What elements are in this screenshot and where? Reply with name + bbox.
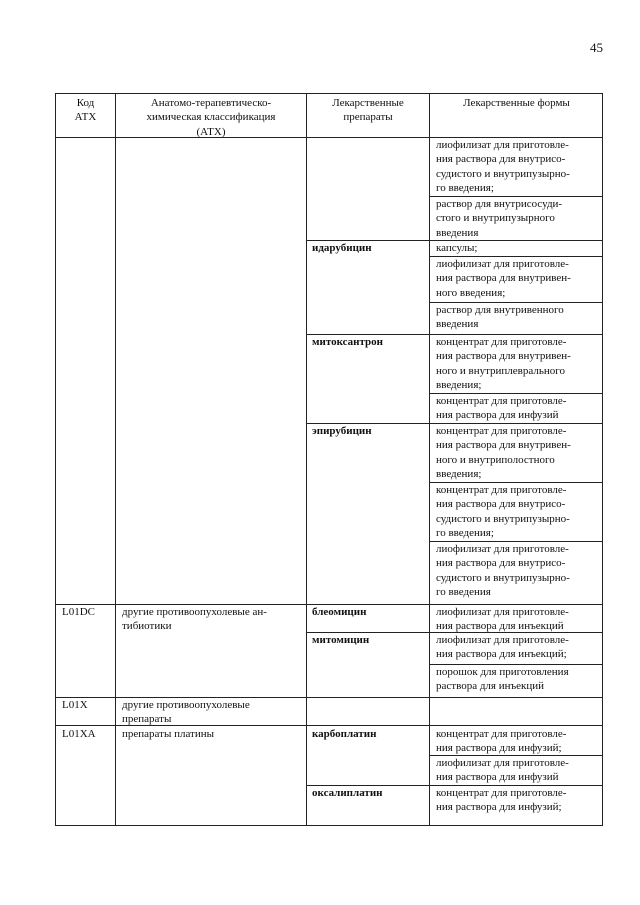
dosage-form-cell: раствор для внутривенного введения [436, 304, 564, 331]
header-forms: Лекарственные формы [463, 97, 570, 109]
header-drugs: Лекарственные препараты [332, 97, 404, 124]
atc-code-cell: L01X [62, 699, 88, 711]
header-classification: Анатомо-терапевтическо- химическая классификация (АТХ) [146, 97, 276, 138]
dosage-form-cell: концентрат для приготовле- ния раствора для внутривен- ного и внутриполостного введения; [436, 425, 571, 481]
drug-name-cell: митомицин [312, 634, 370, 646]
atc-classification-cell: препараты платины [122, 728, 215, 740]
drug-name-cell: карбоплатин [312, 728, 377, 740]
drug-name-cell: блеомицин [312, 606, 367, 618]
dosage-form-cell: раствор для внутрисосуди- стого и внутрипузырного введения [436, 198, 563, 239]
dosage-form-cell: концентрат для приготовле- ния раствора для инфузий; [436, 728, 567, 755]
drug-name-cell: идарубицин [312, 242, 372, 254]
header-code: Код АТХ [74, 97, 97, 124]
column-divider [429, 93, 430, 826]
page-number: 45 [590, 40, 603, 55]
dosage-form-cell: лиофилизат для приготовле- ния раствора для внутрисо- судистого и внутрипузырно- го введения [436, 543, 570, 599]
dosage-form-cell: лиофилизат для приготовле- ния раствора для инфузий [436, 757, 569, 784]
column-divider [306, 93, 307, 826]
dosage-form-cell: концентрат для приготовле- ния раствора для внутрисо- судистого и внутрипузырно- го введения; [436, 484, 570, 540]
dosage-form-cell: концентрат для приготовле- ния раствора для инфузий [436, 395, 567, 422]
dosage-form-cell: капсулы; [436, 242, 478, 254]
drug-name-cell: эпирубицин [312, 425, 372, 437]
atc-classification-cell: другие противоопухолевые препараты [122, 699, 250, 726]
dosage-form-cell: лиофилизат для приготовле- ния раствора для инъекций [436, 606, 569, 633]
dosage-form-cell: концентрат для приготовле- ния раствора для внутривен- ного и внутриплеврального введения; [436, 336, 571, 392]
atc-code-cell: L01XA [62, 728, 96, 740]
dosage-form-cell: лиофилизат для приготовле- ния раствора для внутривен- ного введения; [436, 258, 571, 299]
dosage-form-cell: концентрат для приготовле- ния раствора для инфузий; [436, 787, 567, 814]
drug-name-cell: митоксантрон [312, 336, 384, 348]
column-divider [115, 93, 116, 826]
dosage-form-cell: лиофилизат для приготовле- ния раствора для инъекций; [436, 634, 569, 661]
dosage-form-cell: лиофилизат для приготовле- ния раствора для внутрисо- судистого и внутрипузырно- го введения; [436, 139, 570, 195]
dosage-form-cell: порошок для приготовления раствора для инъекций [436, 666, 569, 693]
atc-classification-cell: другие противоопухолевые ан- тибиотики [122, 606, 267, 633]
atc-code-cell: L01DC [62, 606, 95, 618]
drug-name-cell: оксалиплатин [312, 787, 383, 799]
